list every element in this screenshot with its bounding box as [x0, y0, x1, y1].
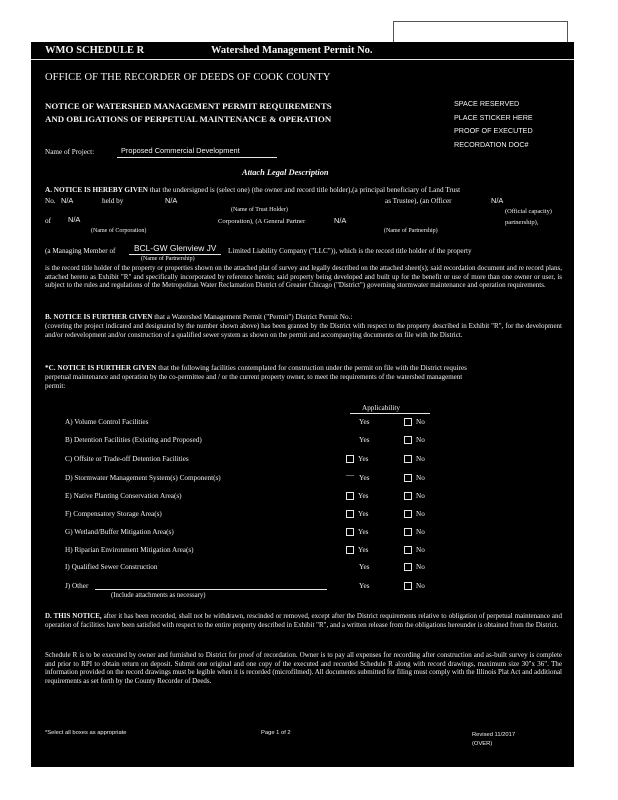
other-underline: [95, 589, 327, 590]
checkbox-yes-g[interactable]: [346, 528, 354, 536]
document-page: [31, 42, 574, 767]
reserved-line: PLACE STICKER HERE: [454, 112, 533, 122]
facility-item-h: H) Riparian Environment Mitigation Area(s): [65, 546, 194, 554]
facility-item-i: I) Qualified Sewer Construction: [65, 563, 158, 571]
section-c-heading: *C. NOTICE IS FURTHER GIVEN: [45, 364, 157, 372]
of-label: of: [45, 217, 51, 225]
checkbox-no-c[interactable]: [404, 455, 412, 463]
section-b-intro-text: that a Watershed Management Permit ("Permit") District Permit No.:: [154, 313, 353, 321]
facility-item-j: J) Other: [65, 582, 89, 590]
official-capacity-caption: (Official capacity): [505, 208, 552, 215]
office-title: OFFICE OF THE RECORDER OF DEEDS OF COOK COUNTY: [45, 72, 331, 83]
no-option-a[interactable]: No: [404, 418, 425, 426]
yes-option-g[interactable]: Yes: [346, 528, 368, 536]
yes-option-e[interactable]: Yes: [346, 492, 368, 500]
no-option-c[interactable]: No: [404, 455, 425, 463]
section-c-line3: permit:: [45, 382, 66, 390]
yes-option-c[interactable]: Yes: [346, 455, 368, 463]
no-option-d[interactable]: No: [404, 474, 425, 482]
schedule-instructions: Schedule R is to be executed by owner and furnished to District for proof of recordation. Owner is to pay all expenses for recording after construction and as-built survey is complete and prior to RPI to obtain return on deposit. Submit one original and one copy of the executed and recorded Schedule R along with record drawings, maximum size 30"x 36". The information provided on the record drawings must be legible when it is recorded (microfilmed). All documents submitted for filing must comply with the Illinois Plat Act and additional requirements as set forth by the County Recorder of Deeds.: [45, 651, 562, 685]
checkbox-no-h[interactable]: [404, 546, 412, 554]
facility-item-c: C) Offsite or Trade-off Detention Facilities: [65, 455, 189, 463]
facility-item-b: B) Detention Facilities (Existing and Proposed): [65, 436, 202, 444]
checkbox-yes-f[interactable]: [346, 510, 354, 518]
over-note: (OVER): [472, 741, 493, 747]
applicability-underline: [350, 413, 430, 414]
reserved-line: RECORDATION DOC#: [454, 139, 529, 149]
other-note: (Include attachments as necessary): [111, 592, 206, 599]
trust-holder-caption: (Name of Trust Holder): [231, 207, 288, 213]
revision-date: Revised 11/2017: [472, 732, 516, 738]
legal-description-note: Attach Legal Description: [242, 168, 329, 177]
section-c-intro: [45, 364, 467, 372]
section-c-intro-text: that the following facilities contemplated for construction under the permit on file with the District requires: [158, 364, 467, 372]
checkbox-yes-e[interactable]: [346, 492, 354, 500]
trust-no-value: N/A: [61, 196, 74, 205]
held-by-value: N/A: [165, 196, 178, 205]
select-boxes-note: *Select all boxes as appropriate: [45, 730, 127, 736]
no-option-g[interactable]: No: [404, 528, 425, 536]
section-b-heading: B. NOTICE IS FURTHER GIVEN: [45, 313, 153, 321]
yes-option-a[interactable]: Yes: [359, 418, 370, 426]
section-a-heading: A. NOTICE IS HEREBY GIVEN: [45, 186, 148, 194]
partnership-caption-2: (Name of Partnership): [141, 256, 195, 262]
yes-option-i[interactable]: Yes: [359, 563, 370, 571]
section-a-intro: [45, 186, 460, 194]
no-option-f[interactable]: No: [404, 510, 425, 518]
held-by-label: held by: [102, 197, 124, 205]
permit-number-label: Watershed Management Permit No.: [211, 45, 373, 56]
section-b-intro: [45, 313, 352, 321]
no-option-h[interactable]: No: [404, 546, 425, 554]
officer-value: N/A: [491, 196, 504, 205]
facility-item-f: F) Compensatory Storage Area(s): [65, 510, 162, 518]
section-b-body: (covering the project indicated and designated by the number shown above) has been granted by the District with respect to the property described in Exhibit "R", for the development and/or redevelopment and/or construction of a qualified sewer system as shown on the permit and accompanying documents on file with the District.: [45, 322, 562, 339]
yes-option-b[interactable]: Yes: [359, 436, 370, 444]
managing-member-underline: [129, 254, 221, 255]
section-c-line2: perpetual maintenance and operation by the co-permittee and / or the current property owner, to meet the requirements of the watershed management: [45, 373, 463, 381]
yes-option-f[interactable]: Yes: [346, 510, 368, 518]
no-option-i[interactable]: No: [404, 563, 425, 571]
corporation-caption: (Name of Corporation): [91, 228, 147, 234]
yes-option-d[interactable]: Yes: [359, 474, 370, 482]
corporation-value: N/A: [68, 215, 81, 224]
facility-item-g: G) Wetland/Buffer Mitigation Area(s): [65, 528, 174, 536]
partnership-label: partnership),: [505, 219, 539, 226]
checkbox-no-a[interactable]: [404, 418, 412, 426]
managing-member-value: BCL-GW Glenview JV: [134, 243, 217, 253]
project-name-underline: [117, 157, 277, 158]
facility-item-d: D) Stormwater Management System(s) Component(s): [65, 474, 221, 482]
trust-no-label: No.: [45, 197, 56, 205]
partnership-caption: (Name of Partnership): [384, 228, 438, 234]
yes-option-j[interactable]: Yes: [359, 582, 370, 590]
yes-option-h[interactable]: Yes: [346, 546, 368, 554]
checkbox-no-j[interactable]: [404, 582, 412, 590]
section-d-text: [45, 612, 562, 629]
reserved-space: [454, 97, 533, 151]
checkbox-no-e[interactable]: [404, 492, 412, 500]
notice-title-line1: NOTICE OF WATERSHED MANAGEMENT PERMIT REQUIREMENTS: [45, 101, 332, 111]
page-number: Page 1 of 2: [261, 730, 291, 736]
top-corner-box: [393, 21, 568, 44]
no-option-b[interactable]: No: [404, 436, 425, 444]
checkbox-yes-c[interactable]: [346, 455, 354, 463]
checkbox-no-f[interactable]: [404, 510, 412, 518]
project-name-label: Name of Project:: [45, 148, 95, 156]
as-trustee-label: as Trustee), (an Officer: [385, 197, 452, 205]
no-option-j[interactable]: No: [404, 582, 425, 590]
checkbox-no-g[interactable]: [404, 528, 412, 536]
checkbox-no-b[interactable]: [404, 436, 412, 444]
section-a-intro-text: that the undersigned is (select one) (the owner and record title holder),(a principal beneficiary of Land Trust: [149, 186, 461, 194]
checkbox-no-i[interactable]: [404, 563, 412, 571]
section-a-body: is the record title holder of the property or properties shown on the attached plat of survey and legally described on the attached sheet(s); said recordation document and re record plans, attached hereto as Exhibit "R" and specifically incorporated by reference herein; said property being developed and built up for the benefit or use of more than one owner or user, is subject to the rules and regulations of the Metropolitan Water Reclamation District of Greater Chicago ("District") governing stormwater maintenance and operation requirements.: [45, 264, 562, 290]
header-rule: [31, 59, 574, 60]
facility-item-e: E) Native Planting Conservation Area(s): [65, 492, 182, 500]
schedule-title: WMO SCHEDULE R: [45, 45, 145, 56]
corporation-general-partner-label: Corporation), (A General Partner: [218, 218, 306, 225]
llc-text: Limited Liability Company ("LLC")), which is the record title holder of the property: [228, 247, 472, 255]
facility-item-a: A) Volume Control Facilities: [65, 418, 149, 426]
no-option-e[interactable]: No: [404, 492, 425, 500]
checkbox-no-d[interactable]: [404, 474, 412, 482]
checkbox-yes-h[interactable]: [346, 546, 354, 554]
section-d-heading: D. THIS NOTICE,: [45, 612, 102, 620]
section-d-body: after it has been recorded, shall not be withdrawn, rescinded or removed, except after the District requirements relative to obligation of perpetual maintenance and operation of facilities have been satisfied with respect to the entire property described in Exhibit "R", and a written release from the obligations hereunder is obtained from the District.: [45, 612, 563, 629]
dash-mark: —: [346, 470, 354, 479]
reserved-line: PROOF OF EXECUTED: [454, 126, 533, 135]
reserved-line: SPACE RESERVED: [454, 99, 520, 108]
applicability-heading: Applicability: [362, 404, 400, 412]
managing-member-label: (a Managing Member of: [45, 247, 116, 255]
notice-title-line2: AND OBLIGATIONS OF PERPETUAL MAINTENANCE & OPERATION: [45, 114, 332, 124]
project-name-value: Proposed Commercial Development: [121, 146, 240, 155]
general-partner-value: N/A: [334, 216, 347, 225]
